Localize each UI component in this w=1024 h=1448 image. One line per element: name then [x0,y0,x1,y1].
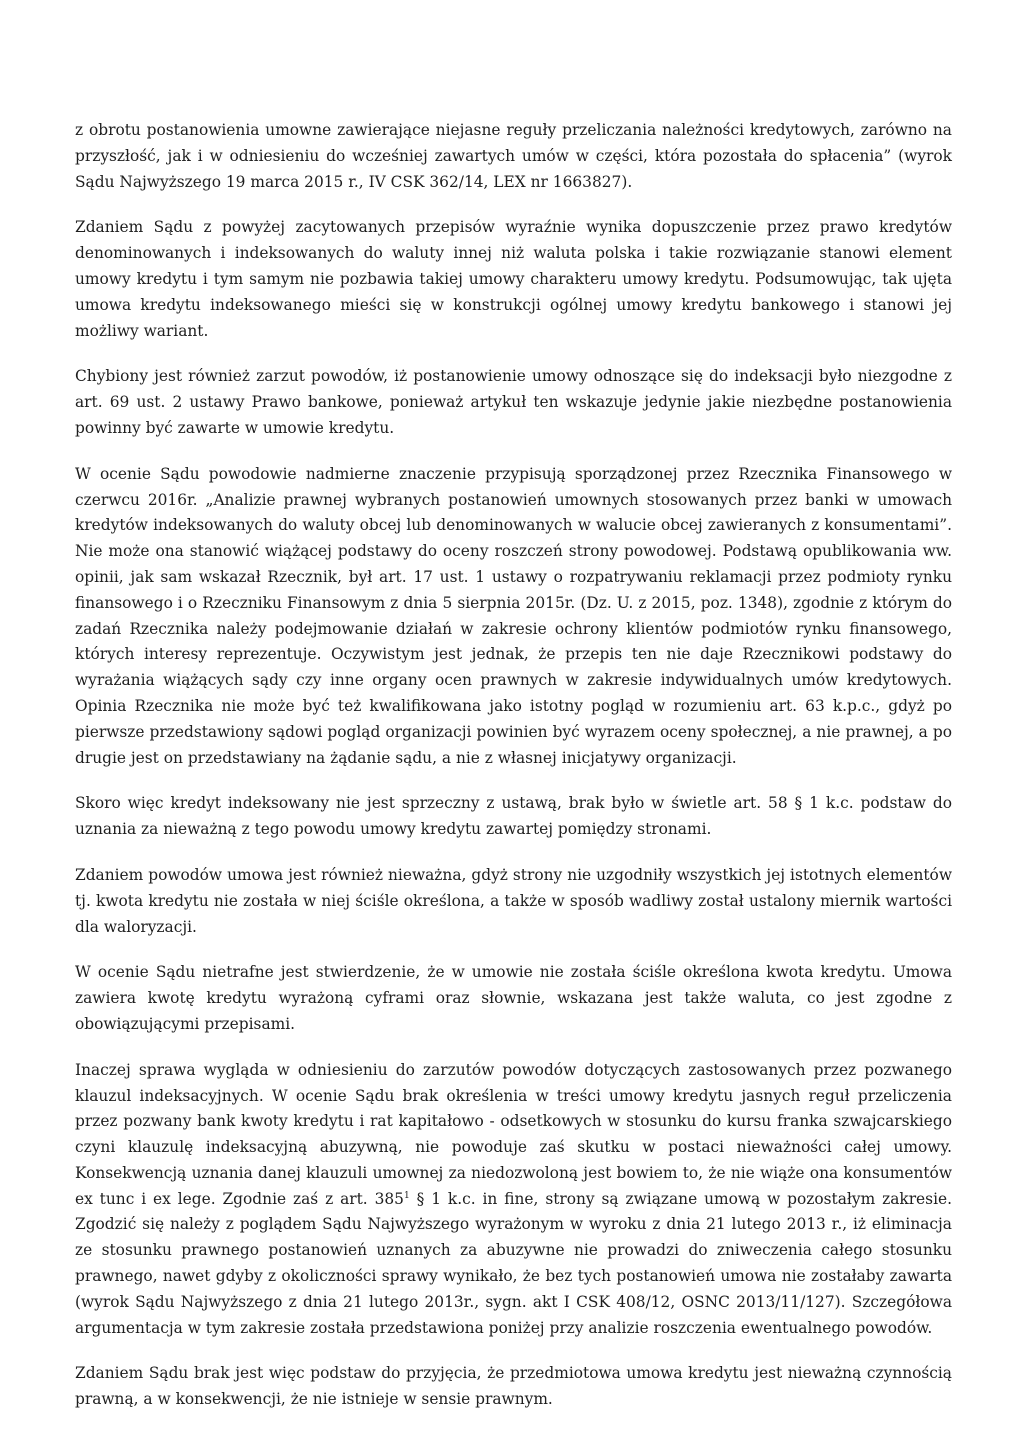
paragraph-8-text-before: Inaczej sprawa wygląda w odniesieniu do zarzutów powodów dotyczących zastosowanych przez pozwanego klauzul indeksacyjnych. W ocenie Sądu brak określenia w treści umowy kredytu jasnych reguł przeliczenia przez pozwany bank kwoty kredytu i rat kapitałowo - odsetkowych w stosunku do kursu franka szwajcarskiego czyni klauzulę indeksacyjną abuzywną, nie powoduje zaś skutku w postaci nieważności całej umowy. Konsekwencją uznania danej klauzuli umownej za niedozwoloną jest bowiem to, że nie wiąże ona konsumentów ex tunc i ex lege. Zgodnie zaś z art. 385 [75,1060,952,1208]
paragraph-1: z obrotu postanowienia umowne zawierające niejasne reguły przeliczania należności kredytowych, zarówno na przyszłość, jak i w odniesieniu do wcześniej zawartych umów w części, która pozostała do spłacenia” (wyrok Sądu Najwyższego 19 marca 2015 r., IV CSK 362/14, LEX nr 1663827). [75,121,952,191]
paragraph-2: Zdaniem Sądu z powyżej zacytowanych przepisów wyraźnie wynika dopuszczenie przez prawo kredytów denominowanych i indeksowanych do waluty innej niż waluta polska i takie rozwiązanie stanowi element umowy kredytu i tym samym nie pozbawia takiej umowy charakteru umowy kredytu. Podsumowując, tak ujęta umowa kredytu indeksowanego mieści się w konstrukcji ogólnej umowy kredytu bankowego i stanowi jej możliwy wariant. [75,218,952,340]
paragraph-9: Zdaniem Sądu brak jest więc podstaw do przyjęcia, że przedmiotowa umowa kredytu jest nieważną czynnością prawną, a w konsekwencji, że nie istnieje w sensie prawnym. [75,1364,952,1409]
paragraph-4: W ocenie Sądu powodowie nadmierne znaczenie przypisują sporządzonej przez Rzecznika Finansowego w czerwcu 2016r. „Analizie prawnej wybranych postanowień umownych stosowanych przez banki w umowach kredytów indeksowanych do waluty obcej lub denominowanych w walucie obcej zawieranych z konsumentami”. Nie może ona stanowić wiążącej podstawy do oceny roszczeń strony powodowej. Podstawą opublikowania ww. opinii, jak sam wskazał Rzecznik, był art. 17 ust. 1 ustawy o rozpatrywaniu reklamacji przez podmioty rynku finansowego i o Rzeczniku Finansowym z dnia 5 sierpnia 2015r. (Dz. U. z 2015, poz. 1348), zgodnie z którym do zadań Rzecznika należy podejmowanie działań w zakresie ochrony klientów podmiotów rynku finansowego, których interesy reprezentuje. Oczywistym jest jednak, że przepis ten nie daje Rzecznikowi podstawy do wyrażania wiążących sądy czy inne organy ocen prawnych w zakresie indywidualnych umów kredytowych. Opinia Rzecznika nie może być też kwalifikowana jako istotny pogląd w rozumieniu art. 63 k.p.c., gdyż po pierwsze przedstawiony sądowi pogląd organizacji powinien być wyrazem oceny społecznej, a nie prawnej, a po drugie jest on przedstawiany na żądanie sądu, a nie z własnej inicjatywy organizacji. [75,464,952,767]
paragraph-8 [75,1058,952,1342]
document-page [75,118,952,1433]
paragraph-5: Skoro więc kredyt indeksowany nie jest sprzeczny z ustawą, brak było w świetle art. 58 § 1 k.c. podstaw do uznania za nieważną z tego powodu umowy kredytu zawartej pomiędzy stronami. [75,794,952,839]
paragraph-8-text-after: § 1 k.c. in fine, strony są związane umową w pozostałym zakresie. Zgodzić się należy z poglądem Sądu Najwyższego wyrażonym w wyroku z dnia 21 lutego 2013 r., iż eliminacja ze stosunku prawnego postanowień uznanych za abuzywne nie prowadzi do zniweczenia całego stosunku prawnego, nawet gdyby z okoliczności sprawy wynikało, że bez tych postanowień umowa nie zostałaby zawarta (wyrok Sądu Najwyższego z dnia 21 lutego 2013r., sygn. akt I CSK 408/12, OSNC 2013/11/127). Szczegółowa argumentacja w tym zakresie została przedstawiona poniżej przy analizie roszczenia ewentualnego powodów. [75,1189,952,1337]
paragraph-3: Chybiony jest również zarzut powodów, iż postanowienie umowy odnoszące się do indeksacji było niezgodne z art. 69 ust. 2 ustawy Prawo bankowe, ponieważ artykuł ten wskazuje jedynie jakie niezbędne postanowienia powinny być zawarte w umowie kredytu. [75,367,952,437]
article-superscript: 1 [403,1190,410,1201]
paragraph-6: Zdaniem powodów umowa jest również nieważna, gdyż strony nie uzgodniły wszystkich jej istotnych elementów tj. kwota kredytu nie została w niej ściśle określona, a także w sposób wadliwy został ustalony miernik wartości dla waloryzacji. [75,865,952,936]
paragraph-7: W ocenie Sądu nietrafne jest stwierdzenie, że w umowie nie została ściśle określona kwota kredytu. Umowa zawiera kwotę kredytu wyrażoną cyframi oraz słownie, wskazana jest także waluta, co jest zgodne z obowiązującymi przepisami. [75,963,952,1033]
